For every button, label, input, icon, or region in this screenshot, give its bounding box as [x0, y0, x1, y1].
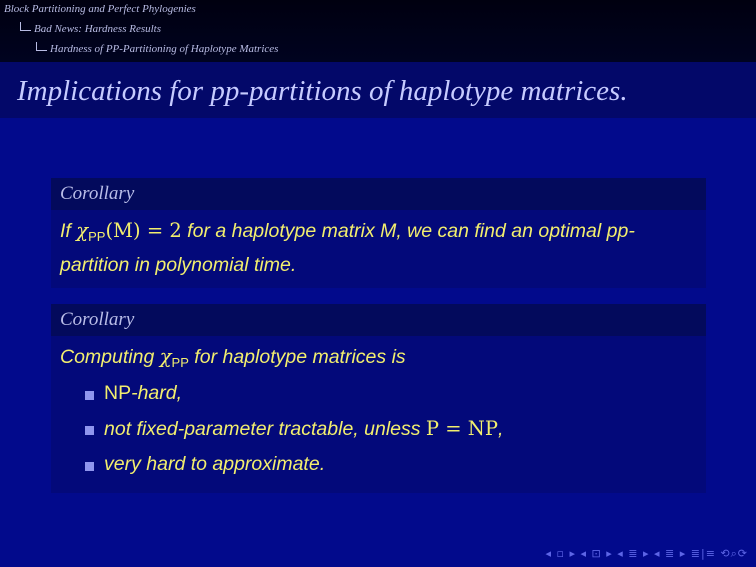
- item-list: [60, 379, 697, 479]
- tree-hook-icon: [36, 42, 47, 51]
- block-body: [51, 336, 706, 493]
- nav-subsubsection[interactable]: Hardness of PP-Partitioning of Haplotype Matrices: [36, 42, 278, 55]
- list-item: very hard to approximate.: [60, 450, 697, 479]
- block-title: Corollary: [51, 304, 706, 336]
- nav-subsection[interactable]: Bad News: Hardness Results: [20, 22, 161, 35]
- list-item: not fixed-parameter tractable, unless P = NP,: [60, 414, 697, 444]
- corollary-block-2: [51, 304, 706, 493]
- navigation-symbols[interactable]: ◂ ▫ ▸ ◂ ⊡ ▸ ◂ ≣ ▸ ◂ ≣ ▸ ≣|≡ ⟲⌕⟳: [545, 547, 748, 560]
- bullet-icon: [85, 391, 94, 400]
- list-item: NP-hard,: [60, 379, 697, 408]
- block-title: Corollary: [51, 178, 706, 210]
- frame-title: Implications for pp-partitions of haplotype matrices.: [17, 75, 628, 107]
- headline-bar: [0, 0, 756, 62]
- nav-section[interactable]: Block Partitioning and Perfect Phylogenies: [4, 3, 196, 15]
- bullet-icon: [85, 426, 94, 435]
- corollary-block-1: [51, 178, 706, 288]
- block-body: If $\chi_{PP}(M) = 2$ for a haplotype matrix M, we can find an optimal pp-partition in polynomial time.: [60, 219, 635, 276]
- tree-hook-icon: [20, 22, 31, 31]
- block-intro: Computing $\chi_{PP}$ for haplotype matrices is: [60, 345, 406, 370]
- bullet-icon: [85, 462, 94, 471]
